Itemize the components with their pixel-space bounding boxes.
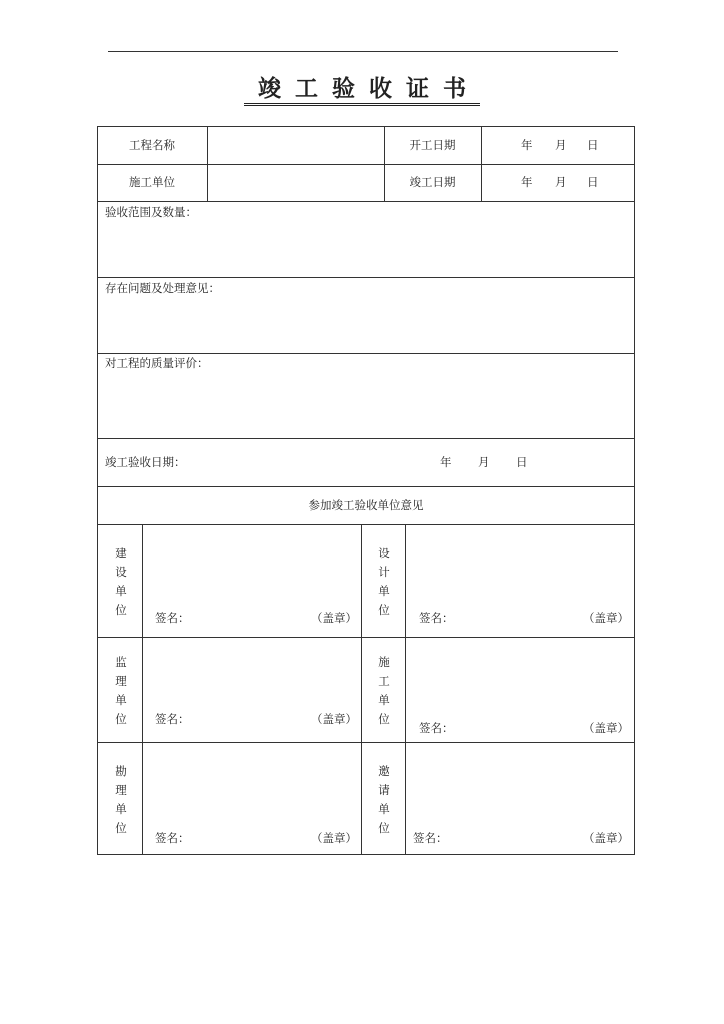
- column-divider: [384, 126, 385, 201]
- column-divider: [142, 524, 143, 855]
- issues-label: 存在问题及处理意见：: [105, 281, 220, 295]
- row-divider: [97, 524, 635, 525]
- completion-date-label: 竣工日期: [409, 175, 456, 189]
- column-divider: [361, 524, 362, 855]
- seal-label: （盖章）: [583, 721, 629, 735]
- row-divider: [97, 486, 635, 487]
- sign-label: 签名：: [155, 712, 190, 726]
- column-divider: [207, 126, 208, 201]
- seal-label: （盖章）: [583, 611, 629, 625]
- seal-label: （盖章）: [311, 712, 357, 726]
- start-date-year: 年: [521, 138, 533, 152]
- sign-label: 签名：: [419, 721, 454, 735]
- row-divider: [97, 637, 635, 638]
- column-divider: [481, 126, 482, 201]
- unit-label-invited: 邀 请 单 位: [378, 764, 390, 835]
- scope-label: 验收范围及数量：: [105, 205, 197, 219]
- row-divider: [97, 201, 635, 202]
- unit-label-construction-owner: 建 设 单 位: [115, 546, 127, 617]
- row-divider: [97, 164, 635, 165]
- quality-label: 对工程的质量评价：: [105, 356, 209, 370]
- row-divider: [97, 438, 635, 439]
- start-date-day: 日: [587, 138, 599, 152]
- row-divider: [97, 742, 635, 743]
- seal-label: （盖章）: [583, 831, 629, 845]
- document-title: 竣工验收证书: [0, 70, 724, 103]
- seal-label: （盖章）: [311, 611, 357, 625]
- unit-label-builder: 施 工 单 位: [378, 655, 390, 726]
- sign-label: 签名：: [155, 611, 190, 625]
- start-date-label: 开工日期: [409, 138, 456, 152]
- top-rule: [108, 51, 618, 52]
- row-divider: [97, 277, 635, 278]
- column-divider: [405, 524, 406, 855]
- sign-label: 签名：: [155, 831, 190, 845]
- completion-date-year: 年: [521, 175, 533, 189]
- opinions-heading: 参加竣工验收单位意见: [308, 498, 424, 512]
- contractor-label: 施工单位: [129, 175, 175, 189]
- acceptance-date-month: 月: [478, 455, 490, 469]
- acceptance-date-day: 日: [516, 455, 528, 469]
- unit-label-design: 设 计 单 位: [378, 546, 390, 617]
- unit-label-supervision: 监 理 单 位: [115, 655, 127, 726]
- row-divider: [97, 353, 635, 354]
- start-date-month: 月: [555, 138, 567, 152]
- completion-date-month: 月: [555, 175, 567, 189]
- sign-label: 签名：: [419, 611, 454, 625]
- project-name-label: 工程名称: [129, 138, 175, 152]
- sign-label: 签名：: [413, 831, 448, 845]
- certificate-table: [97, 126, 635, 855]
- completion-date-day: 日: [587, 175, 599, 189]
- seal-label: （盖章）: [311, 831, 357, 845]
- acceptance-date-label: 竣工验收日期：: [105, 455, 186, 469]
- unit-label-survey: 勘 理 单 位: [115, 764, 127, 835]
- acceptance-date-year: 年: [440, 455, 452, 469]
